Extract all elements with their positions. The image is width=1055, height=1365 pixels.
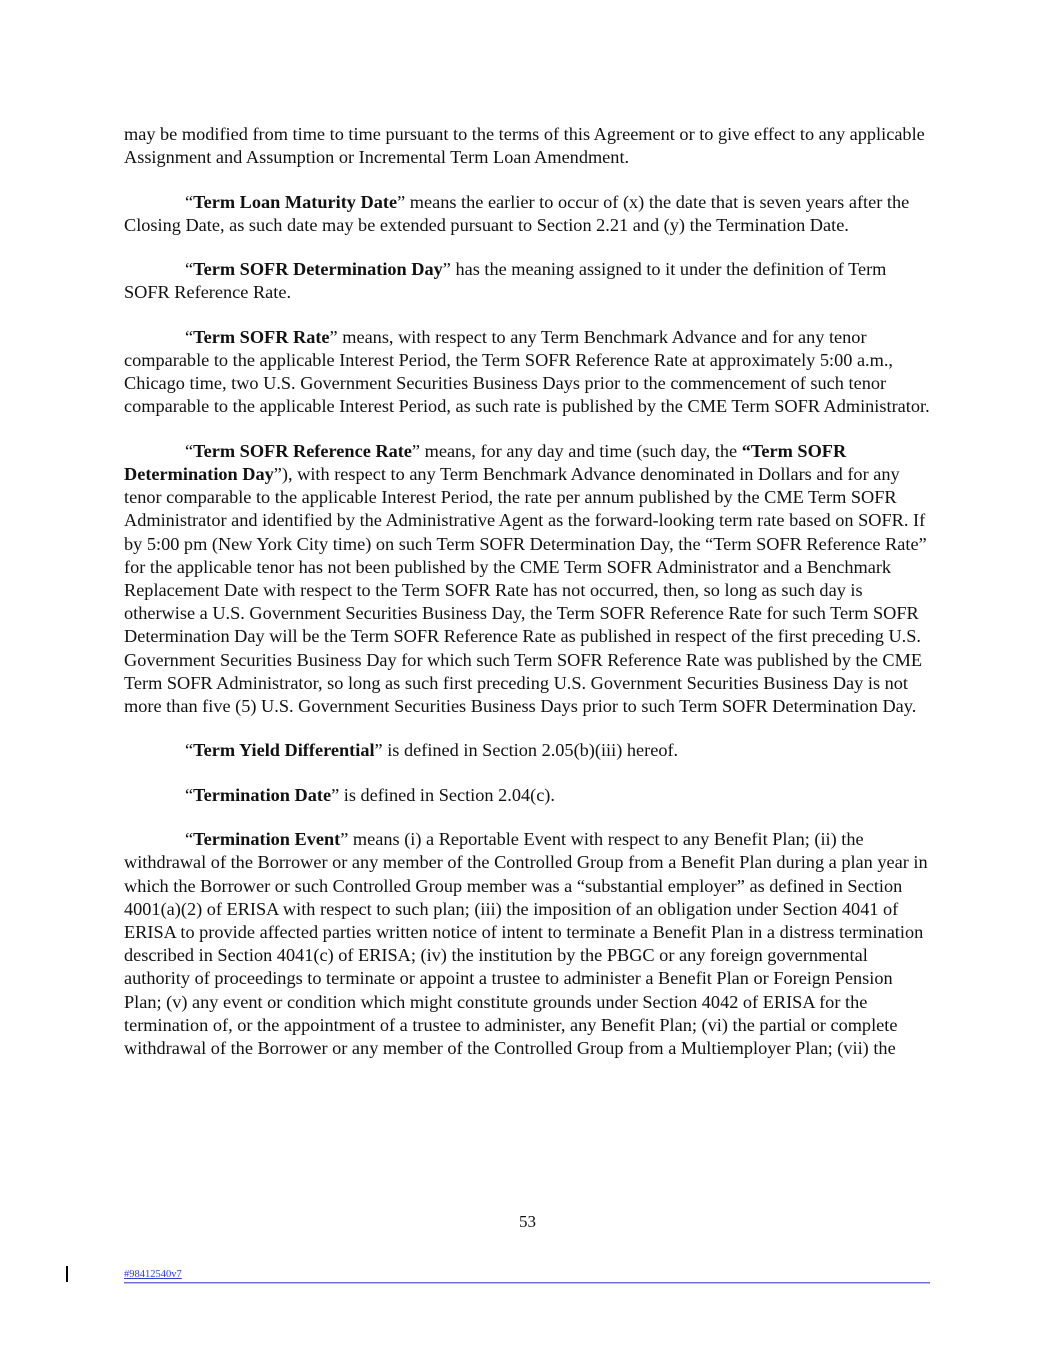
definition-term-sofr-reference-rate: “Term SOFR Reference Rate” means, for any day and time (such day, the “Term SOFR Determination Day”), with respect to any Term Benchmark Advance denominated in Dollars and for any tenor comparable to the applicable Interest Period, the rate per annum published by the CME Term SOFR Administrator and identified by the Administrative Agent as the forward-looking term rate based on SOFR. If by 5:00 pm (New York City time) on such Term SOFR Determination Day, the “Term SOFR Reference Rate” for the applicable tenor has not been published by the CME Term SOFR Administrator and a Benchmark Replacement Date with respect to the Term SOFR Rate has not occurred, then, so long as such day is otherwise a U.S. Government Securities Business Day, the Term SOFR Reference Rate for such Term SOFR Determination Day will be the Term SOFR Reference Rate as published in respect of the first preceding U.S. Government Securities Business Day for which such Term SOFR Reference Rate was published by the CME Term SOFR Administrator, so long as such first preceding U.S. Government Securities Business Day is not more than five (5) U.S. Government Securities Business Days prior to such Term SOFR Determination Day. — [124, 440, 927, 717]
document-id: #98412540v7 — [124, 1269, 182, 1280]
definition-term-sofr-determination-day: “Term SOFR Determination Day” has the meaning assigned to it under the definition of Term SOFR Reference Rate. — [124, 259, 887, 303]
definition-text: ” means the earlier to occur of (x) the date that is seven years after the Closing Date, as such date may be extended pursuant to Section 2.21 and (y) the Termination Date. — [124, 191, 910, 235]
definition-text: ”), with respect to any Term Benchmark Advance denominated in Dollars and for any tenor comparable to the applicable Interest Period, the rate per annum published by the CME Term SOFR Administrator and identified by the Administrative Agent as the forward-looking term rate based on SOFR. If by 5:00 pm (New York City time) on such Term SOFR Determination Day, the “Term SOFR Reference Rate” for the applicable tenor has not been published by the CME Term SOFR Administrator and a Benchmark Replacement Date with respect to the Term SOFR Rate has not occurred, then, so long as such day is otherwise a U.S. Government Securities Business Day, the Term SOFR Reference Rate for such Term SOFR Determination Day will be the Term SOFR Reference Rate as published in respect of the first preceding U.S. Government Securities Business Day for which such Term SOFR Reference Rate was published by the CME Term SOFR Administrator, so long as such first preceding U.S. Government Securities Business Day is not more than five (5) U.S. Government Securities Business Days prior to such Term SOFR Determination Day. — [124, 463, 927, 717]
definition-term-sofr-rate: “Term SOFR Rate” means, with respect to any Term Benchmark Advance and for any tenor comparable to the applicable Interest Period, the Term SOFR Reference Rate at approximately 5:00 a.m., Chicago time, two U.S. Government Securities Business Days prior to the commencement of such tenor comparable to the applicable Interest Period, as such rate is published by the CME Term SOFR Administrator. — [124, 326, 930, 417]
definition-termination-date: “Termination Date” is defined in Section 2.04(c). — [185, 784, 555, 805]
definition-termination-event: “Termination Event” means (i) a Reportable Event with respect to any Benefit Plan; (ii) the withdrawal of the Borrower or any member of the Controlled Group from a Benefit Plan during a plan year in which the Borrower or such Controlled Group member was a “substantial employer” as defined in Section 4001(a)(2) of ERISA with respect to such plan; (iii) the imposition of an obligation under Section 4041 of ERISA to provide affected parties written notice of intent to terminate a Benefit Plan in a distress termination described in Section 4041(c) of ERISA; (iv) the institution by the PBGC or any foreign governmental authority of proceedings to terminate or appoint a trustee to administer a Benefit Plan or Foreign Pension Plan; (v) any event or condition which might constitute grounds under Section 4042 of ERISA for the termination of, or the appointment of a trustee to administer, any Benefit Plan; (vi) the partial or complete withdrawal of the Borrower or any member of the Controlled Group from a Multiemployer Plan; (vii) the — [124, 829, 928, 1059]
defined-term-inline: “Term SOFR Determination Day — [124, 440, 847, 484]
definition-text: ” is defined in Section 2.04(c). — [331, 784, 555, 805]
document-body — [124, 123, 934, 1081]
footer-rule — [124, 1282, 930, 1284]
defined-term: Term Yield Differential — [193, 740, 375, 761]
defined-term: Termination Date — [193, 784, 332, 805]
definition-text: ” means, for any day and time (such day, the — [411, 440, 742, 461]
page-number: 53 — [519, 1212, 536, 1231]
definition-text: ” has the meaning assigned to it under the definition of Term SOFR Reference Rate. — [124, 259, 887, 303]
definition-text: ” means (i) a Reportable Event with respect to any Benefit Plan; (ii) the withdrawal of the Borrower or any member of the Controlled Group from a Benefit Plan during a plan year in which the Borrower or such Controlled Group member was a “substantial employer” as defined in Section 4001(a)(2) of ERISA with respect to such plan; (iii) the imposition of an obligation under Section 4041 of ERISA to provide affected parties written notice of intent to terminate a Benefit Plan in a distress termination described in Section 4041(c) of ERISA; (iv) the institution by the PBGC or any foreign governmental authority of proceedings to terminate or appoint a trustee to administer a Benefit Plan or Foreign Pension Plan; (v) any event or condition which might constitute grounds under Section 4042 of ERISA for the termination of, or the appointment of a trustee to administer, any Benefit Plan; (vi) the partial or complete withdrawal of the Borrower or any member of the Controlled Group from a Multiemployer Plan; (vii) the — [124, 829, 928, 1059]
defined-term: Term SOFR Determination Day — [193, 259, 443, 280]
definition-text: ” means, with respect to any Term Benchmark Advance and for any tenor comparable to the applicable Interest Period, the Term SOFR Reference Rate at approximately 5:00 a.m., Chicago time, two U.S. Government Securities Business Days prior to the commencement of such tenor comparable to the applicable Interest Period, as such rate is published by the CME Term SOFR Administrator. — [124, 326, 930, 417]
definition-text: ” is defined in Section 2.05(b)(iii) hereof. — [374, 740, 679, 761]
definition-term-loan-maturity-date: “Term Loan Maturity Date” means the earlier to occur of (x) the date that is seven years after the Closing Date, as such date may be extended pursuant to Section 2.21 and (y) the Termination Date. — [124, 191, 910, 235]
defined-term: Termination Event — [193, 829, 341, 850]
defined-term: Term Loan Maturity Date — [193, 191, 398, 212]
paragraph-continuation — [124, 123, 934, 169]
definition-term-yield-differential: “Term Yield Differential” is defined in Section 2.05(b)(iii) hereof. — [185, 740, 679, 761]
change-bar — [66, 1266, 68, 1282]
defined-term: Term SOFR Reference Rate — [193, 440, 412, 461]
paragraph-text: may be modified from time to time pursuant to the terms of this Agreement or to give effect to any applicable Assignment and Assumption or Incremental Term Loan Amendment. — [124, 124, 925, 168]
defined-term: Term SOFR Rate — [193, 326, 330, 347]
